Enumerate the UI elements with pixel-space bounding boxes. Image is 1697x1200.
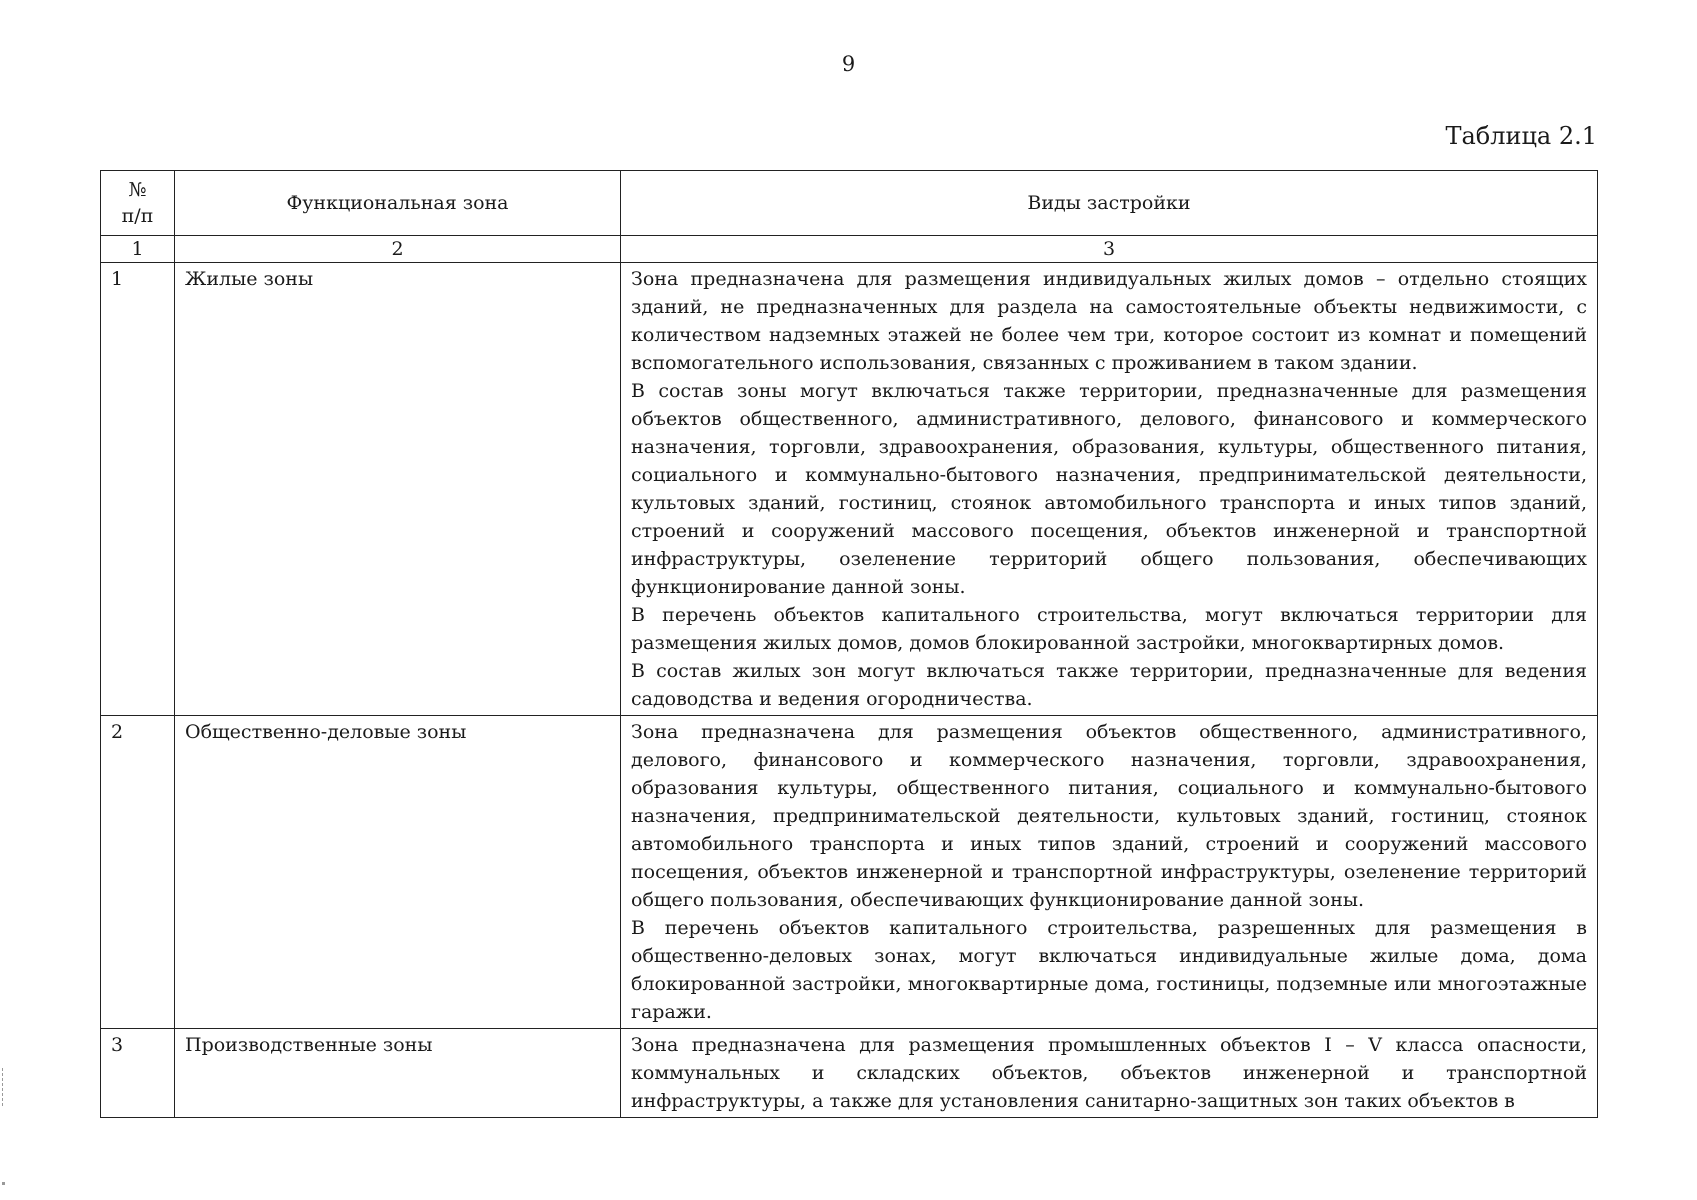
header-zone: Функциональная зона bbox=[175, 171, 621, 236]
building-types-cell bbox=[621, 1029, 1598, 1118]
scan-edge-mark bbox=[2, 1068, 5, 1106]
column-index-row bbox=[101, 236, 1598, 263]
header-building-types: Виды застройки bbox=[621, 171, 1598, 236]
paragraph: В состав жилых зон могут включаться также территории, предназначенные для ведения садоводства и ведения огородничества. bbox=[631, 660, 1587, 710]
functional-zones-table bbox=[100, 170, 1598, 1118]
header-number: № п/п bbox=[101, 171, 175, 236]
table-header-row bbox=[101, 171, 1598, 236]
building-types-cell bbox=[621, 263, 1598, 716]
row-number: 3 bbox=[101, 1029, 175, 1118]
scan-speck bbox=[2, 1182, 5, 1185]
paragraph: В перечень объектов капитального строительства, разрешенных для размещения в общественно-деловых зонах, могут включаться индивидуальные жилые дома, дома блокированной застройки, многоквартирные дома, гостиницы, подземные или многоэтажные гаражи. bbox=[631, 917, 1587, 1023]
zone-name: Жилые зоны bbox=[175, 263, 621, 716]
building-types-cell bbox=[621, 716, 1598, 1029]
row-number: 1 bbox=[101, 263, 175, 716]
paragraph: В состав зоны могут включаться также территории, предназначенные для размещения объектов общественного, административного, делового, финансового и коммерческого назначения, торговли, здравоохранения, образования, культуры, общественного питания, социального и коммунально-бытового назначения, предпринимательской деятельности, культовых зданий, гостиниц, стоянок автомобильного транспорта и иных типов зданий, строений и сооружений массового посещения, объектов инженерной и транспортной инфраструктуры, озеленение территорий общего пользования, обеспечивающих функционирование данной зоны. bbox=[631, 380, 1587, 598]
paragraph: Зона предназначена для размещения индивидуальных жилых домов – отдельно стоящих зданий, не предназначенных для раздела на самостоятельные объекты недвижимости, с количеством надземных этажей не более чем три, которое состоит из комнат и помещений вспомогательного использования, связанных с проживанием в таком здании. bbox=[631, 268, 1587, 374]
paragraph: В перечень объектов капитального строительства, могут включаться территории для размещения жилых домов, домов блокированной застройки, многоквартирных домов. bbox=[631, 604, 1587, 654]
paragraph: Зона предназначена для размещения объектов общественного, административного, делового, финансового и коммерческого назначения, торговли, здравоохранения, образования культуры, общественного питания, социального и коммунально-бытового назначения, предпринимательской деятельности, культовых зданий, гостиниц, стоянок автомобильного транспорта и иных типов зданий, строений и сооружений массового посещения, объектов инженерной и транспортной инфраструктуры, озеленение территорий общего пользования, обеспечивающих функционирование данной зоны. bbox=[631, 721, 1587, 911]
page-number: 9 bbox=[841, 52, 856, 76]
table-row bbox=[101, 1029, 1598, 1118]
column-index: 2 bbox=[175, 236, 621, 263]
column-index: 1 bbox=[101, 236, 175, 263]
table-row bbox=[101, 263, 1598, 716]
column-index: 3 bbox=[621, 236, 1598, 263]
paragraph: Зона предназначена для размещения промышленных объектов I – V класса опасности, коммунальных и складских объектов, объектов инженерной и транспортной инфраструктуры, а также для установления санитарно-защитных зон таких объектов в bbox=[631, 1034, 1587, 1112]
zone-name: Общественно-деловые зоны bbox=[175, 716, 621, 1029]
zone-name: Производственные зоны bbox=[175, 1029, 621, 1118]
row-number: 2 bbox=[101, 716, 175, 1029]
table-row bbox=[101, 716, 1598, 1029]
table-caption: Таблица 2.1 bbox=[1445, 122, 1597, 150]
